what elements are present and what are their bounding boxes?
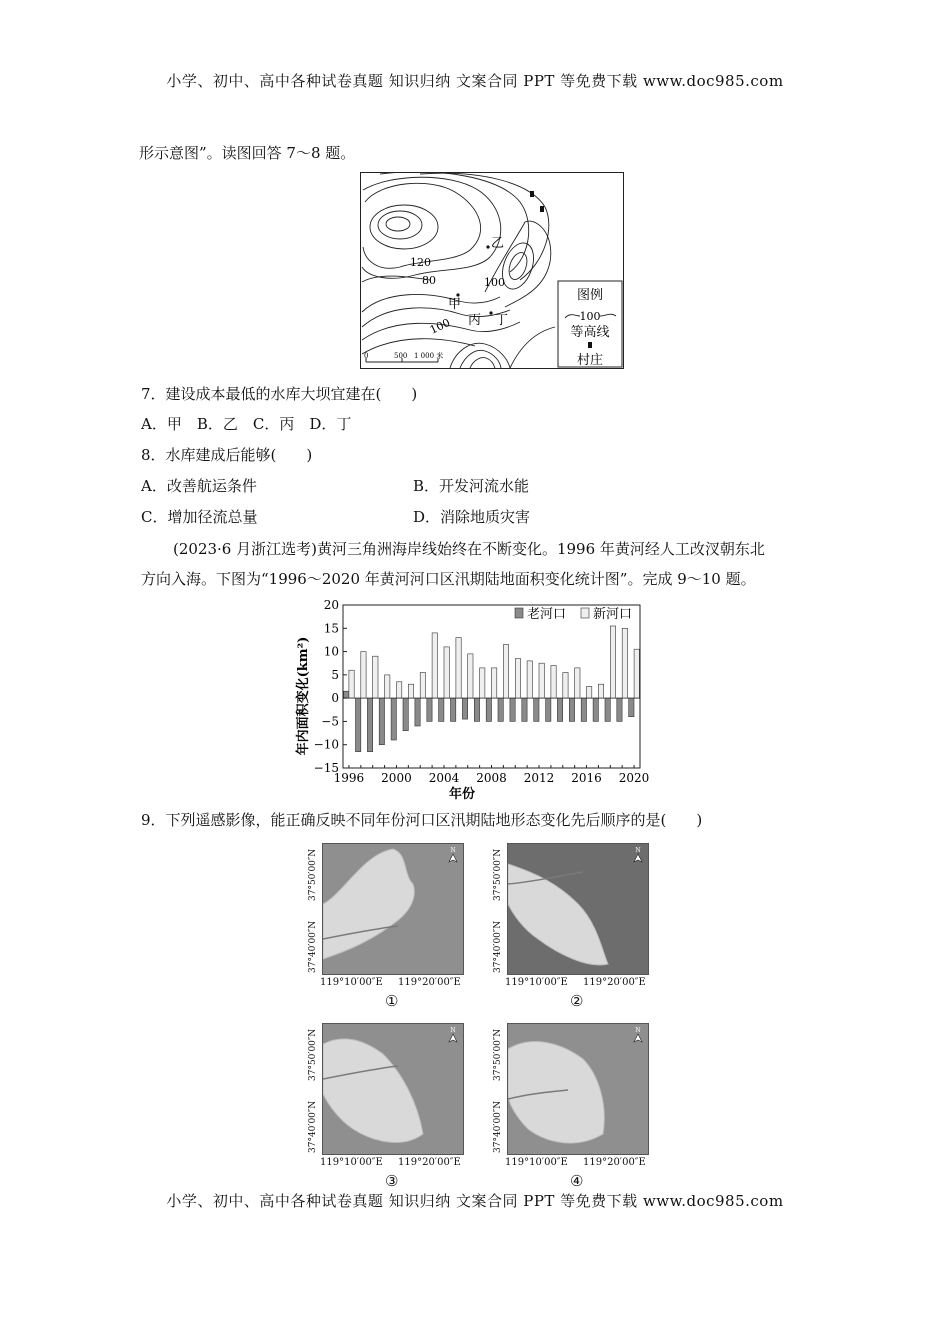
q8-option-a: A．改善航运条件 [141,477,257,495]
bar-new-mouth [610,626,615,698]
contour-value-100b: 100 [427,316,453,337]
intro-line: 形示意图”。读图回答 7～8 题。 [139,144,356,162]
bar-old-mouth [605,698,610,721]
bar-new-mouth [456,638,461,699]
legend-title: 图例 [576,288,604,303]
chart-x-axis-label: 年份 [448,787,476,801]
chart-x-tick-label: 2012 [523,771,555,785]
remote-sensing-image [322,843,464,975]
contour-value-100a: 100 [484,276,505,289]
scale-mid: 500 [394,352,408,360]
longitude-label-right: 119°20′00″E [583,977,646,988]
north-label: N [635,847,641,854]
label-ding: 丁 [495,313,509,328]
bar-new-mouth [385,675,390,698]
bar-old-mouth [593,698,598,721]
q9-stem: 9．下列遥感影像，能正确反映不同年份河口区汛期陆地形态变化先后顺序的是( ) [141,811,703,829]
bar-new-mouth [373,656,378,698]
latitude-label-bottom: 37°40′00″N [493,1100,503,1153]
longitude-label-right: 119°20′00″E [398,1157,461,1168]
chart-x-tick-label: 2016 [571,771,602,785]
legend-village-label: 村庄 [576,353,604,368]
bar-new-mouth [515,659,520,699]
legend-swatch [581,608,589,618]
north-label: N [635,1027,641,1034]
bar-new-mouth [408,684,413,698]
bar-old-mouth [534,698,539,721]
bar-old-mouth [546,698,551,721]
scale-zero: 0 [364,352,369,360]
latitude-label-top: 37°50′00″N [308,848,318,901]
longitude-label-left: 119°10′00″E [320,977,383,988]
area-change-chart-svg [285,596,665,801]
bar-old-mouth [474,698,479,721]
bar-new-mouth [492,668,497,698]
latitude-label-top: 37°50′00″N [493,848,503,901]
legend-label: 新河口 [593,607,633,622]
bar-old-mouth [451,698,456,721]
bar-new-mouth [397,682,402,698]
remote-sensing-image [322,1023,464,1155]
bar-new-mouth [349,670,354,698]
north-label: N [450,1027,456,1034]
bar-old-mouth [557,698,562,721]
label-jia: 甲 [448,297,462,312]
legend-contour-label: 等高线 [570,325,610,340]
bar-new-mouth [563,673,568,699]
bar-new-mouth [468,654,473,698]
q8-option-b: B．开发河流水能 [413,477,530,495]
bar-old-mouth [427,698,432,721]
q7-stem: 7．建设成本最低的水库大坝宜建在( ) [141,385,418,403]
chart-y-tick-label: −15 [313,761,339,775]
village-marker [540,206,544,212]
bar-old-mouth [391,698,396,740]
latitude-label-top: 37°50′00″N [308,1028,318,1081]
north-label: N [450,847,456,854]
legend-contour-sample: 100 [579,310,601,323]
bar-old-mouth [581,698,586,721]
village-marker [530,191,534,197]
longitude-label-right: 119°20′00″E [583,1157,646,1168]
page-header: 小学、初中、高中各种试卷真题 知识归纳 文案合同 PPT 等免费下载 www.doc985.com [166,72,784,90]
bar-old-mouth [415,698,420,726]
contour-map [360,172,624,369]
chart-y-tick-label: 5 [331,667,339,682]
remote-sensing-image [507,843,649,975]
contour-value-80: 80 [422,274,436,287]
contour-value-120: 120 [410,256,431,269]
q8-option-d: D．消除地质灾害 [413,508,531,526]
longitude-label-left: 119°10′00″E [505,1157,568,1168]
q8-stem: 8．水库建成后能够( ) [141,446,313,464]
bar-new-mouth [575,668,580,698]
bar-old-mouth [510,698,515,721]
bar-new-mouth [598,684,603,698]
chart-y-tick-label: −5 [321,714,339,729]
longitude-label-right: 119°20′00″E [398,977,461,988]
chart-y-tick-label: −10 [313,737,339,752]
chart-x-tick-label: 2004 [428,771,460,785]
bar-old-mouth [367,698,372,752]
figure-number: ③ [385,1172,399,1190]
bar-old-mouth [617,698,622,721]
scale-end: 1 000 米 [414,352,444,360]
figure-number: ④ [570,1172,584,1190]
area-change-chart [285,596,665,801]
bar-old-mouth [344,691,349,698]
bar-new-mouth [622,628,627,698]
q8-option-c: C．增加径流总量 [141,508,258,526]
chart-y-axis-label: 年内面积变化(km²) [296,636,311,756]
remote-sensing-image [507,1023,649,1155]
label-bing: 丙 [468,313,482,328]
chart-x-tick-label: 2000 [381,771,412,785]
chart-y-tick-label: 20 [323,598,339,612]
bar-old-mouth [498,698,503,721]
bar-old-mouth [569,698,574,721]
bar-old-mouth [629,698,634,717]
figure-number: ② [570,992,584,1010]
bar-new-mouth [527,661,532,698]
bar-new-mouth [587,687,592,699]
latitude-label-top: 37°50′00″N [493,1028,503,1081]
bar-new-mouth [503,645,508,699]
bar-old-mouth [462,698,467,719]
bar-old-mouth [439,698,444,721]
legend-village-marker [588,342,592,348]
bar-new-mouth [444,647,449,698]
longitude-label-left: 119°10′00″E [320,1157,383,1168]
bar-old-mouth [486,698,491,721]
q7-options: A．甲 B．乙 C．丙 D．丁 [141,415,352,433]
bar-new-mouth [361,652,366,699]
chart-y-tick-label: 15 [323,621,339,636]
figure-number: ① [385,992,399,1010]
legend-label: 老河口 [527,607,567,622]
page-footer: 小学、初中、高中各种试卷真题 知识归纳 文案合同 PPT 等免费下载 www.doc985.com [166,1192,784,1210]
longitude-label-left: 119°10′00″E [505,977,568,988]
bar-old-mouth [522,698,527,721]
latitude-label-bottom: 37°40′00″N [308,920,318,973]
bar-new-mouth [539,663,544,698]
bar-new-mouth [420,673,425,699]
label-yi: 乙 [491,236,505,251]
bar-new-mouth [634,649,639,698]
bar-new-mouth [480,668,485,698]
legend-swatch [515,608,523,618]
point-yi [486,245,489,248]
bar-new-mouth [551,666,556,699]
latitude-label-bottom: 37°40′00″N [308,1100,318,1153]
point-bing [489,311,492,314]
latitude-label-bottom: 37°40′00″N [493,920,503,973]
chart-x-tick-label: 2020 [618,771,650,785]
bar-old-mouth [379,698,384,745]
bar-old-mouth [356,698,361,752]
chart-y-tick-label: 0 [331,691,339,706]
contour-map-svg [360,172,624,369]
chart-y-tick-label: 10 [323,644,339,659]
chart-x-tick-label: 2008 [476,771,507,785]
chart-x-tick-label: 1996 [333,771,365,785]
bar-new-mouth [432,633,437,698]
bar-old-mouth [403,698,408,731]
passage-line-2: 方向入海。下图为“1996～2020 年黄河河口区汛期陆地面积变化统计图”。完成 9～10 题。 [141,570,756,588]
passage-line-1: (2023·6 月浙江选考)黄河三角洲海岸线始终在不断变化。1996 年黄河经人工改汊朝东北 [173,540,765,558]
